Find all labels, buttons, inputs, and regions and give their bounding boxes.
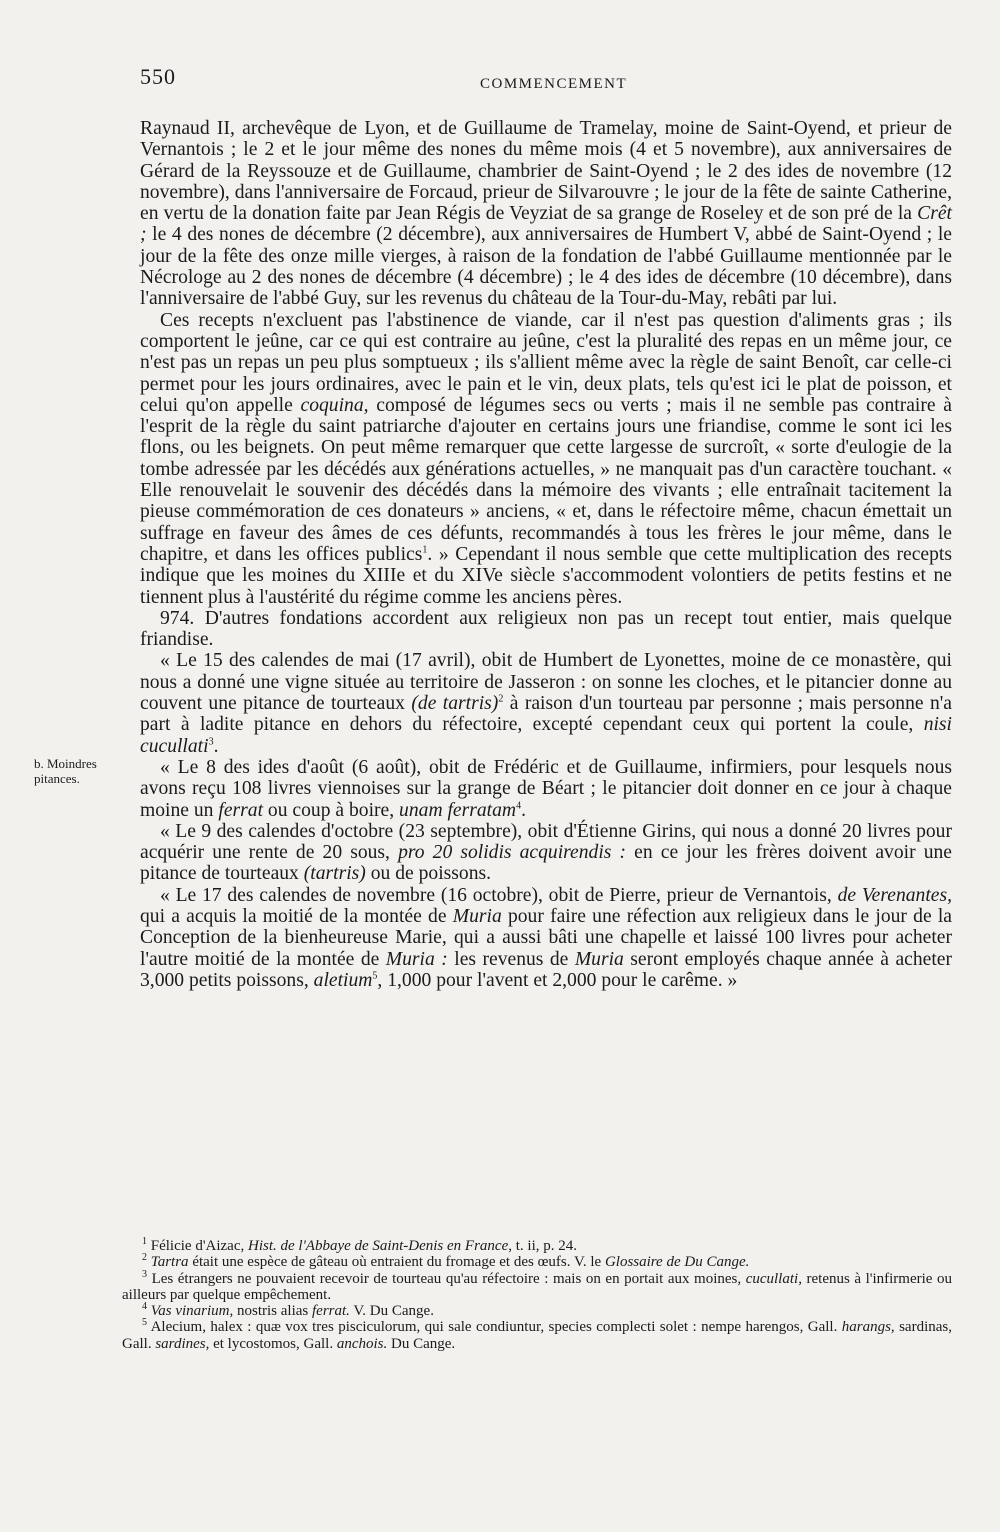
text-run: sardinas, Gall.	[122, 1319, 952, 1352]
italic-text: Hist. de l'Abbaye de Saint-Denis en France,	[248, 1238, 512, 1254]
text-run: « Le 8 des ides d'août (6 août), obit de Frédéric et de Guillaume, infirmiers, pour lesquels nous avons reçu 108 livres viennoises sur la grange de Béart ; le pitancier doit donner en ce jour à chaque moine un	[140, 756, 952, 821]
text-run: ou de poissons.	[365, 863, 492, 885]
text-run: et lycostomos, Gall.	[209, 1335, 337, 1352]
text-run: retenus à l'infirmerie ou ailleurs par quelque empêchement.	[122, 1270, 952, 1303]
margin-note: b. Moindres pitances.	[34, 756, 97, 786]
footnote-number: 5	[142, 1317, 147, 1329]
paragraph	[140, 650, 952, 756]
text-run: seront employés chaque année à acheter 3,000 petits poissons,	[140, 948, 953, 991]
text-run: pour faire une réfection aux religieux dans le jour de la Conception de la bienheureuse Marie, qui a aussi bâti une chapelle et laissé 100 livres pour acheter l'autre moitié de la montée de	[140, 905, 953, 970]
italic-text: anchois.	[336, 1335, 388, 1352]
text-run: Félicie d'Aizac,	[150, 1238, 248, 1254]
text-run: en ce jour les frères doivent avoir une pitance de tourteaux	[140, 842, 952, 885]
text-run: .	[213, 735, 219, 757]
italic-text: (tartris)	[303, 863, 366, 885]
italic-text: Vas vinarium,	[150, 1303, 234, 1320]
italic-text: (de tartris)	[411, 693, 499, 715]
italic-text: ferrat	[218, 799, 264, 821]
text-run: « Le 9 des calendes d'octobre (23 septembre), obit d'Étienne Girins, qui nous a donné 20 livres pour acquérir une rente de 20 sous,	[140, 820, 952, 864]
italic-text: pro 20 solidis acquirendis :	[398, 842, 627, 864]
paragraph	[140, 885, 952, 991]
text-run: « Le 17 des calendes de novembre (16 octobre), obit de Pierre, prieur de Vernantois,	[160, 884, 838, 906]
paragraph	[140, 118, 952, 310]
text-run: . » Cependant il nous semble que cette multiplication des recepts indique que les moines du XIIIe et du XIVe siècle s'accommodent volontiers de petits festins et ne tiennent plus à l'austérité du régime comme les anciens pères.	[140, 543, 952, 608]
text-run: , 1,000 pour l'avent et 2,000 pour le carême. »	[377, 969, 738, 991]
italic-text: nisi cucullati	[140, 714, 952, 757]
text-run: ou coup à boire,	[263, 799, 400, 821]
italic-text: coquina,	[300, 394, 369, 416]
italic-text: de Verenantes,	[837, 884, 952, 906]
footnote-reference: 4	[516, 799, 522, 811]
text-run: Raynaud II, archevêque de Lyon, et de Guillaume de Tramelay, moine de Saint-Oyend, et prieur de Vernantois ; le 2 et le jour même des nones du même mois (4 et 5 novembre), aux anniversaires de Gérard de la Reyssouze et de Guillaume, chambrier de Saint-Oyend ; le 2 des ides de novembre (12 novembre), dans l'anniversaire de Forcaud, prieur de Silvarouvre ; le jour de la fête de sainte Catherine, en vertu de la donation faite par Jean Régis de Veyziat de sa grange de Roseley et de son pré de la	[140, 118, 952, 225]
italic-text: Muria	[452, 905, 502, 927]
italic-text: Muria :	[385, 948, 448, 970]
italic-text: harangs,	[841, 1319, 895, 1336]
text-run: Du Cange.	[387, 1335, 456, 1352]
text-run: à raison d'un tourteau par personne ; mais personne n'a part à ladite pitance en dehors du réfectoire, excepté cependant ceux qui portent la coule,	[140, 693, 952, 736]
footnote	[122, 1238, 952, 1254]
text-run: t. ii, p. 24.	[511, 1238, 577, 1254]
page-header	[140, 64, 960, 94]
text-run: V. Du Cange.	[349, 1303, 434, 1320]
footnote-number: 1	[142, 1236, 147, 1247]
text-run: Les étrangers ne pouvaient recevoir de tourteau qu'au réfectoire : mais on en portait aux moines,	[151, 1270, 746, 1287]
text-run: .	[521, 799, 526, 821]
italic-text: Tartra	[150, 1254, 189, 1271]
footnote	[122, 1254, 952, 1270]
footnote-number: 4	[142, 1301, 147, 1313]
footnote-reference: 1	[422, 544, 428, 556]
italic-text: Crêt ;	[140, 203, 952, 246]
italic-text: Glossaire de Du Cange.	[604, 1254, 750, 1271]
text-run: était une espèce de gâteau où entraient du fromage et des œufs. V. le	[188, 1254, 605, 1271]
text-run: qui a acquis la moitié de la montée de	[140, 905, 453, 927]
paragraph	[140, 310, 952, 608]
italic-text: sardines,	[155, 1335, 210, 1352]
text-run: nostris alias	[233, 1303, 312, 1320]
footnote	[122, 1303, 952, 1319]
text-run: Alecium, halex : quæ vox tres pisciculorum, qui sale condiuntur, species complecti solet : nempe harengos, Gall.	[150, 1319, 842, 1336]
paragraph	[140, 821, 952, 885]
text-run: « Le 15 des calendes de mai (17 avril), obit de Humbert de Lyonettes, moine de ce monastère, qui nous a donné une vigne située au territoire de Jasseron : on sonne les cloches, et le pitancier donne au couvent une pitance de tourteaux	[140, 650, 952, 715]
body-text	[140, 118, 952, 991]
running-title: COMMENCEMENT	[480, 76, 628, 92]
footnotes	[122, 1238, 952, 1352]
text-run: le 4 des nones de décembre (2 décembre), aux anniversaires de Humbert V, abbé de Saint-Oyend ; le jour de la fête des onze mille vierges, à raison de la fondation de l'abbé Guillaume mentionnée par le Nécrologe au 2 des nones de décembre (4 décembre) ; le 4 des ides de décembre (10 décembre), dans l'anniversaire de l'abbé Guy, sur les revenus du château de la Tour-du-May, rebâti par lui.	[140, 224, 952, 310]
page-number: 550	[140, 64, 176, 89]
italic-text: cucullati,	[745, 1270, 802, 1287]
text-run: les revenus de	[447, 948, 575, 970]
footnote-reference: 2	[498, 693, 504, 705]
text-run: Ces recepts n'excluent pas l'abstinence de viande, car il n'est pas question d'aliments gras ; ils comportent le jeûne, car ce qui est contraire au jeûne, c'est la pluralité des repas en un même jour, ce n'est pas un repas un peu plus somptueux ; ils s'allient même avec la règle de saint Benoît, car celle-ci permet pour les jours ordinaires, avec le pain et le vin, deux plats, tels qu'est ici le plat de poisson, et celui qu'on appelle	[140, 309, 952, 416]
text-run: 974. D'autres fondations accordent aux religieux non pas un recept tout entier, mais quelque friandise.	[140, 607, 952, 651]
paragraph	[140, 608, 952, 651]
footnote-number: 3	[142, 1268, 147, 1280]
footnote	[122, 1319, 952, 1352]
italic-text: ferrat.	[312, 1303, 350, 1320]
italic-text: Muria	[574, 948, 624, 970]
footnote-reference: 3	[208, 736, 214, 748]
paragraph	[140, 757, 952, 821]
text-run: composé de légumes secs ou verts ; mais il ne semble pas contraire à l'esprit de la règle du saint patriarche d'ajouter en certains jours une friandise, comme le sont ici les flons, ou les beignets. On peut même remarquer que cette largesse de surcroît, « sorte d'eulogie de la tombe adressée par les décédés aux générations actuelles, » ne manquait pas d'un caractère touchant. « Elle renouvelait le souvenir des décédés dans la mémoire des vivants ; elle entraînait tacitement la pieuse commémoration de ces donateurs » anciens, « et, dans le réfectoire même, chacun émettait un suffrage en faveur des âmes de ces défunts, recommandés à tous les frères le jour même, dans le chapitre, et dans les offices publics	[140, 394, 953, 565]
italic-text: aletium	[313, 969, 373, 991]
footnote-number: 2	[142, 1252, 147, 1264]
footnote-reference: 5	[372, 970, 378, 982]
footnote	[122, 1268, 952, 1304]
italic-text: unam ferratam	[399, 799, 517, 821]
